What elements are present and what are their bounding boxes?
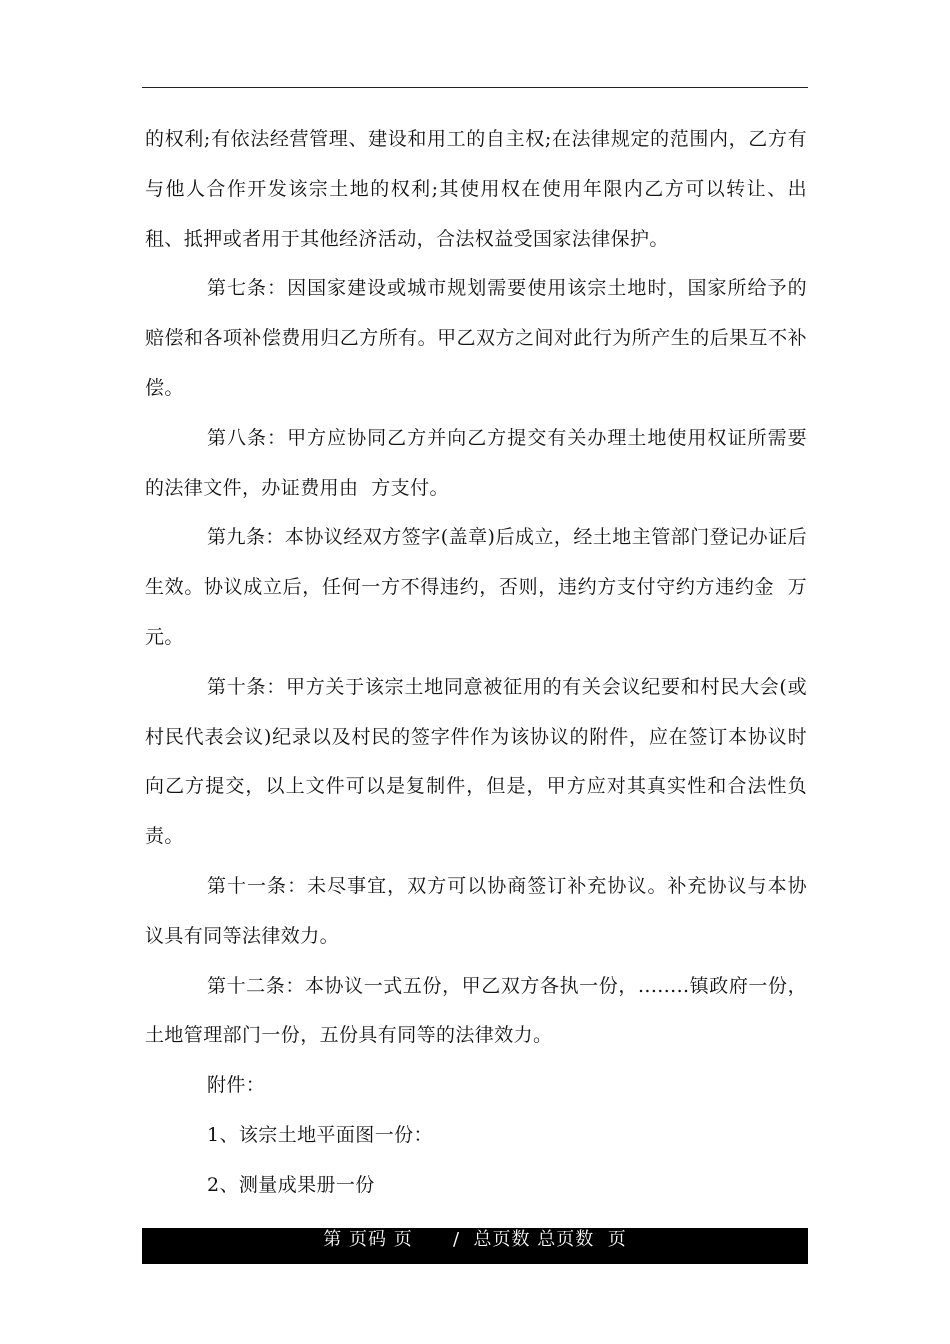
- article-7: 第七条：因国家建设或城市规划需要使用该宗土地时，国家所给予的赔偿和各项补偿费用归乙方所有。甲乙双方之间对此行为所产生的后果互不补偿。: [145, 277, 807, 399]
- article-11: 第十一条：未尽事宜，双方可以协商签订补充协议。补充协议与本协议具有同等法律效力。: [145, 874, 807, 947]
- attachments-heading: 附件：: [207, 1074, 266, 1097]
- article-9: 第九条：本协议经双方签字(盖章)后成立，经土地主管部门登记办证后生效。协议成立后，任何一方不得违约，否则，违约方支付守约方违约金 万元。: [145, 526, 807, 648]
- header-rule: [142, 87, 808, 88]
- article-12: 第十二条：本协议一式五份，甲乙双方各执一份，........镇政府一份，土地管理部门一份，五份具有同等的法律效力。: [145, 974, 807, 1047]
- article-10: 第十条：甲方关于该宗土地同意被征用的有关会议纪要和村民大会(或村民代表会议)纪录以及村民的签字件作为该协议的附件，应在签订本协议时向乙方提交，以上文件可以是复制件，但是，甲方应对其真实性和合法性负责。: [145, 675, 807, 848]
- document-body: [145, 115, 807, 1211]
- article-8: 第八条：甲方应协同乙方并向乙方提交有关办理土地使用权证所需要的法律文件，办证费用由 方支付。: [145, 426, 807, 499]
- attachment-item-2: 2、测量成果册一份: [207, 1173, 375, 1196]
- page-number-text: 第 页码 页 / 总页数 总页数 页: [323, 1229, 627, 1250]
- attachment-item-1: 1、该宗土地平面图一份：: [207, 1123, 433, 1146]
- page-footer: [142, 1228, 808, 1264]
- paragraph-continuation: 的权利;有依法经营管理、建设和用工的自主权;在法律规定的范围内，乙方有与他人合作开发该宗土地的权利;其使用权在使用年限内乙方可以转让、出租、抵押或者用于其他经济活动，合法权益受国家法律保护。: [145, 128, 807, 250]
